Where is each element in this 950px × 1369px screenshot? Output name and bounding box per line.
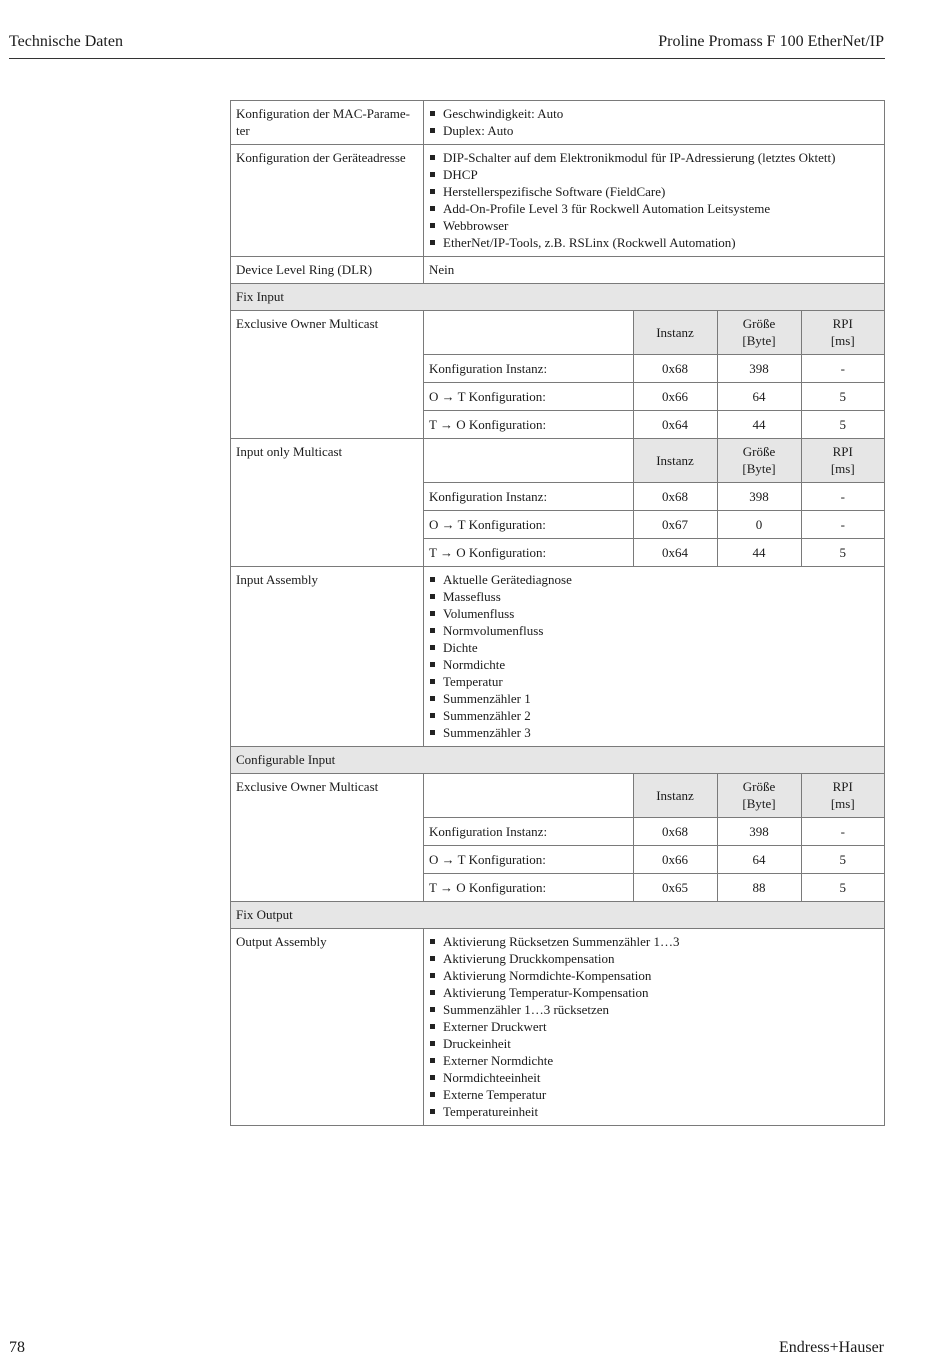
list-item: Druckeinheit (429, 1035, 879, 1052)
list-item: Normdichteeinheit (429, 1069, 879, 1086)
bullet-list (429, 149, 879, 251)
instanz-value: 0x68 (633, 483, 717, 511)
config-name: T → O Konfiguration: (424, 411, 633, 439)
header-groesse-label: Größe (742, 316, 776, 331)
bullet-list (429, 571, 879, 741)
table-row (424, 483, 884, 511)
table-row-output-assembly (231, 929, 885, 1126)
section-title: Configurable Input (231, 747, 885, 774)
table-row-input-only (231, 439, 885, 567)
instanz-value: 0x66 (633, 383, 717, 411)
table-row-address (231, 145, 885, 257)
groesse-value: 88 (717, 874, 801, 902)
list-item: Normdichte (429, 656, 879, 673)
list-item: Aktivierung Normdichte-Kompensation (429, 967, 879, 984)
list-item: Dichte (429, 639, 879, 656)
list-item: Aktivierung Temperatur-Kompensation (429, 984, 879, 1001)
instanz-value: 0x68 (633, 818, 717, 846)
header-groesse-unit: [Byte] (742, 461, 776, 476)
groesse-value: 44 (717, 411, 801, 439)
row-label: Konfiguration der Geräteadresse (231, 145, 424, 257)
list-item: Externer Normdichte (429, 1052, 879, 1069)
subtable-header-row (424, 311, 884, 355)
rpi-value: 5 (801, 874, 884, 902)
list-item: Herstellerspezifische Software (FieldCare) (429, 183, 879, 200)
table-row (424, 411, 884, 439)
rpi-value: 5 (801, 539, 884, 567)
table-row (424, 539, 884, 567)
list-item: Massefluss (429, 588, 879, 605)
header-blank-cell (424, 774, 633, 818)
section-row-configurable-input (231, 747, 885, 774)
row-label: Input only Multicast (231, 439, 424, 567)
list-item: Duplex: Auto (429, 122, 879, 139)
row-label: Device Level Ring (DLR) (231, 257, 424, 284)
list-item: Add-On-Profile Level 3 für Rockwell Automation Leitsysteme (429, 200, 879, 217)
table-row (424, 818, 884, 846)
list-item: Temperatur (429, 673, 879, 690)
header-rpi-unit: [ms] (830, 461, 855, 476)
section-row-fix-input (231, 284, 885, 311)
header-rule (9, 58, 885, 59)
instance-subtable (424, 774, 884, 901)
rpi-value: - (801, 355, 884, 383)
section-row-fix-output (231, 902, 885, 929)
config-name: T → O Konfiguration: (424, 874, 633, 902)
header-groesse-unit: [Byte] (742, 796, 776, 811)
header-rpi-label: RPI (832, 316, 853, 331)
table-row-configurable-exclusive-owner (231, 774, 885, 902)
header-instanz: Instanz (633, 439, 717, 483)
config-name: Konfiguration Instanz: (424, 483, 633, 511)
row-label: Konfiguration der MAC-Parame-ter (231, 101, 424, 145)
header-groesse (717, 774, 801, 818)
instanz-value: 0x65 (633, 874, 717, 902)
config-name: Konfiguration Instanz: (424, 818, 633, 846)
list-item: Normvolumenfluss (429, 622, 879, 639)
list-item: Summenzähler 1 (429, 690, 879, 707)
technical-data-table (230, 100, 885, 1126)
groesse-value: 398 (717, 355, 801, 383)
instanz-value: 0x68 (633, 355, 717, 383)
groesse-value: 398 (717, 818, 801, 846)
table-row (424, 874, 884, 902)
list-item: Aktivierung Rücksetzen Summenzähler 1…3 (429, 933, 879, 950)
bullet-list (429, 933, 879, 1120)
header-groesse-label: Größe (742, 779, 776, 794)
header-rpi-label: RPI (832, 779, 853, 794)
header-groesse (717, 311, 801, 355)
groesse-value: 44 (717, 539, 801, 567)
table-row-dlr (231, 257, 885, 284)
header-instanz: Instanz (633, 311, 717, 355)
list-item: Aktivierung Druckkompensation (429, 950, 879, 967)
list-item: Webbrowser (429, 217, 879, 234)
config-name: O → T Konfiguration: (424, 846, 633, 874)
header-rpi-unit: [ms] (830, 796, 855, 811)
rpi-value: - (801, 511, 884, 539)
config-name: O → T Konfiguration: (424, 383, 633, 411)
config-name: Konfiguration Instanz: (424, 355, 633, 383)
rpi-value: 5 (801, 411, 884, 439)
instanz-value: 0x66 (633, 846, 717, 874)
list-item: Summenzähler 1…3 rücksetzen (429, 1001, 879, 1018)
list-item: Volumenfluss (429, 605, 879, 622)
list-item: Externe Temperatur (429, 1086, 879, 1103)
table-row-mac (231, 101, 885, 145)
subtable-header-row (424, 439, 884, 483)
header-blank-cell (424, 439, 633, 483)
table-row (424, 511, 884, 539)
page-number: 78 (9, 1339, 25, 1356)
header-section-title: Technische Daten (9, 33, 123, 50)
row-label: Exclusive Owner Multicast (231, 311, 424, 439)
header-groesse (717, 439, 801, 483)
header-rpi (801, 311, 884, 355)
list-item: Summenzähler 3 (429, 724, 879, 741)
instanz-value: 0x67 (633, 511, 717, 539)
rpi-value: - (801, 483, 884, 511)
bullet-list (429, 105, 879, 139)
header-rpi (801, 774, 884, 818)
groesse-value: 398 (717, 483, 801, 511)
header-product-name: Proline Promass F 100 EtherNet/IP (658, 33, 884, 50)
list-item: Temperatureinheit (429, 1103, 879, 1120)
row-label: Exclusive Owner Multicast (231, 774, 424, 902)
instanz-value: 0x64 (633, 411, 717, 439)
row-value: Nein (424, 257, 885, 284)
config-name: O → T Konfiguration: (424, 511, 633, 539)
rpi-value: 5 (801, 846, 884, 874)
groesse-value: 64 (717, 846, 801, 874)
header-groesse-label: Größe (742, 444, 776, 459)
table-row (424, 383, 884, 411)
list-item: Geschwindigkeit: Auto (429, 105, 879, 122)
table-row (424, 846, 884, 874)
header-instanz: Instanz (633, 774, 717, 818)
footer-brand: Endress+Hauser (779, 1339, 884, 1356)
list-item: Summenzähler 2 (429, 707, 879, 724)
instance-subtable (424, 439, 884, 566)
header-rpi-label: RPI (832, 444, 853, 459)
list-item: Aktuelle Gerätediagnose (429, 571, 879, 588)
list-item: DIP-Schalter auf dem Elektronikmodul für IP-Adressierung (letztes Oktett) (429, 149, 879, 166)
config-name: T → O Konfiguration: (424, 539, 633, 567)
table-row-exclusive-owner (231, 311, 885, 439)
rpi-value: 5 (801, 383, 884, 411)
groesse-value: 64 (717, 383, 801, 411)
list-item: DHCP (429, 166, 879, 183)
rpi-value: - (801, 818, 884, 846)
header-rpi-unit: [ms] (830, 333, 855, 348)
list-item: EtherNet/IP-Tools, z.B. RSLinx (Rockwell Automation) (429, 234, 879, 251)
table-row (424, 355, 884, 383)
row-label: Input Assembly (231, 567, 424, 747)
instance-subtable (424, 311, 884, 438)
header-groesse-unit: [Byte] (742, 333, 776, 348)
instanz-value: 0x64 (633, 539, 717, 567)
section-title: Fix Output (231, 902, 885, 929)
groesse-value: 0 (717, 511, 801, 539)
header-rpi (801, 439, 884, 483)
header-blank-cell (424, 311, 633, 355)
list-item: Externer Druckwert (429, 1018, 879, 1035)
subtable-header-row (424, 774, 884, 818)
table-row-input-assembly (231, 567, 885, 747)
section-title: Fix Input (231, 284, 885, 311)
row-label: Output Assembly (231, 929, 424, 1126)
